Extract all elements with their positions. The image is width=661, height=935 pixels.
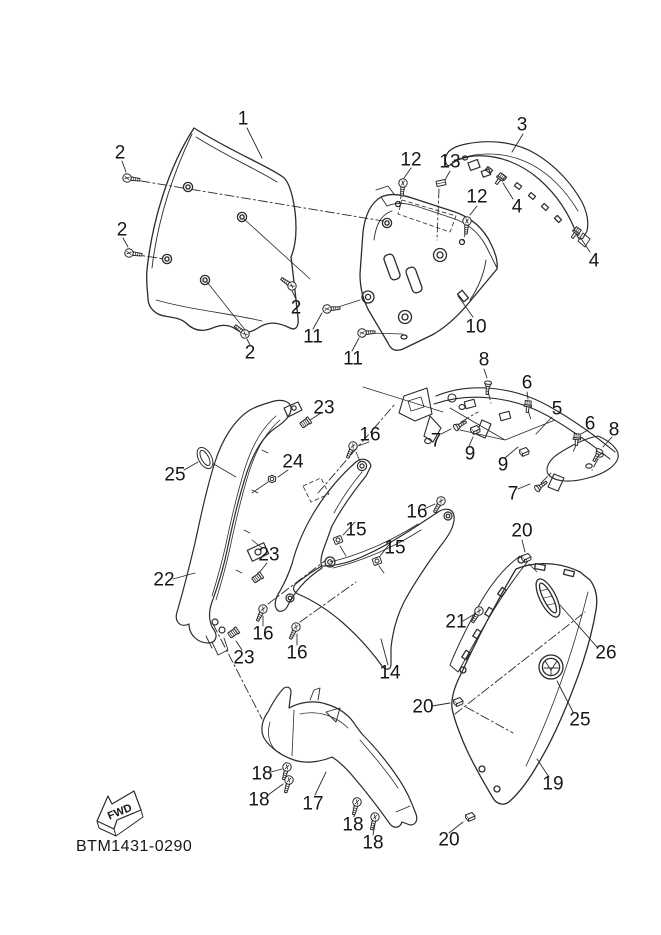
- screw-icon: [124, 248, 142, 259]
- callout-2: 2: [290, 297, 302, 319]
- diagram-code: BTM1431-0290: [76, 838, 193, 855]
- callout-9: 9: [464, 443, 476, 465]
- callout-16: 16: [286, 642, 308, 664]
- callout-18: 18: [362, 832, 384, 854]
- callout-14: 14: [379, 662, 401, 684]
- callout-11: 11: [303, 326, 323, 348]
- screw-icon: [469, 605, 485, 624]
- clip-nut-icon: [333, 535, 343, 544]
- well-nut-icon: [227, 627, 239, 639]
- callout-5: 5: [551, 398, 563, 420]
- screw-icon: [462, 216, 472, 234]
- emblem-round: [539, 655, 563, 679]
- callout-3: 3: [516, 114, 528, 136]
- callout-11: 11: [343, 348, 363, 370]
- screw-icon: [122, 173, 140, 184]
- callout-18: 18: [342, 814, 364, 836]
- callout-20: 20: [511, 520, 533, 542]
- callout-17: 17: [302, 793, 324, 815]
- callout-22: 22: [153, 569, 175, 591]
- callout-26: 26: [595, 642, 617, 664]
- screw-icon: [279, 275, 298, 292]
- bolt-icon: [573, 433, 581, 445]
- callout-18: 18: [248, 789, 270, 811]
- callout-20: 20: [412, 696, 434, 718]
- callout-8: 8: [608, 419, 620, 441]
- slot-26: [531, 576, 564, 621]
- callout-18: 18: [251, 763, 273, 785]
- screw-icon: [398, 178, 408, 196]
- callout-19: 19: [542, 773, 564, 795]
- callout-20: 20: [438, 829, 460, 851]
- part-inner-panel: [275, 459, 454, 669]
- well-nut-icon: [299, 417, 311, 429]
- callout-7: 7: [430, 430, 442, 452]
- callout-4: 4: [588, 250, 600, 272]
- part-lower-bracket: [262, 687, 417, 827]
- callout-13: 13: [439, 151, 461, 173]
- callout-24: 24: [282, 451, 304, 473]
- callout-25: 25: [164, 464, 186, 486]
- callout-23: 23: [313, 397, 335, 419]
- fwd-arrow: [97, 791, 143, 836]
- damper-icon: [520, 448, 530, 457]
- callout-6: 6: [521, 372, 533, 394]
- flat-screw-icon: [453, 419, 468, 432]
- screw-icon: [368, 812, 381, 831]
- leader-lines: [122, 128, 612, 835]
- callout-25: 25: [569, 709, 591, 731]
- callout-16: 16: [252, 623, 274, 645]
- flat-screw-icon: [534, 479, 549, 492]
- clip-icon: [436, 180, 446, 187]
- hardware: [122, 172, 603, 830]
- callout-6: 6: [584, 413, 596, 435]
- callout-15: 15: [384, 537, 406, 559]
- callout-8: 8: [478, 349, 490, 371]
- callout-23: 23: [258, 544, 280, 566]
- screw-icon: [350, 797, 363, 816]
- callout-15: 15: [345, 519, 367, 541]
- callout-16: 16: [406, 501, 428, 523]
- callout-7: 7: [507, 483, 519, 505]
- damper-icon: [522, 554, 532, 563]
- bolt-icon: [524, 400, 532, 412]
- callout-10: 10: [465, 316, 487, 338]
- callout-16: 16: [359, 424, 381, 446]
- part-side-cover: [450, 556, 597, 804]
- callout-1: 1: [237, 108, 249, 130]
- fwd-label: FWD: [106, 801, 134, 823]
- callout-2: 2: [116, 219, 128, 241]
- damper-icon: [466, 813, 476, 822]
- screw-icon: [358, 328, 376, 338]
- screw-icon: [344, 440, 359, 459]
- callout-12: 12: [400, 149, 422, 171]
- callout-2: 2: [244, 342, 256, 364]
- clip-nut-icon: [372, 556, 382, 565]
- callout-23: 23: [233, 647, 255, 669]
- callout-21: 21: [445, 611, 467, 633]
- callout-4: 4: [511, 196, 523, 218]
- nut-icon: [268, 475, 275, 483]
- screw-icon: [287, 621, 302, 640]
- callout-2: 2: [114, 142, 126, 164]
- well-nut-icon: [251, 572, 263, 584]
- screw-icon: [323, 304, 341, 314]
- callout-12: 12: [466, 186, 488, 208]
- assembly-lines: [207, 219, 537, 573]
- screw-icon: [254, 603, 269, 622]
- damper-icon: [454, 698, 464, 707]
- callout-9: 9: [497, 454, 509, 476]
